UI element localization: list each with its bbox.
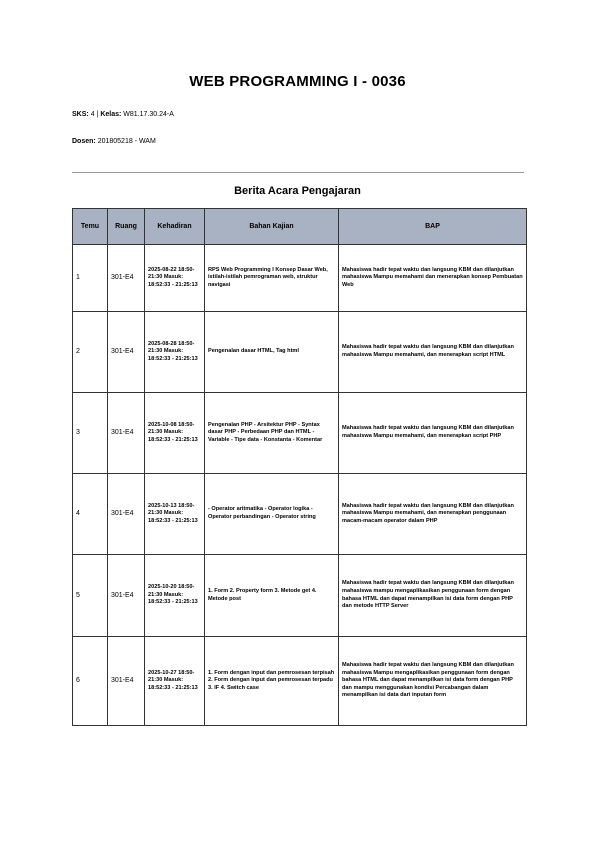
divider [72,172,524,173]
cell-kehadiran: 2025-10-08 18:50-21:30 Masuk: 18:52:33 - 21:25:13 [145,393,205,474]
cell-kehadiran: 2025-10-27 18:50-21:30 Masuk: 18:52:33 - 21:25:13 [145,637,205,726]
cell-ruang: 301-E4 [108,637,145,726]
kelas-value: W81.17.30.24-A [123,111,174,118]
dosen-value: 201805218 - WAM [97,138,156,145]
cell-bahan-kajian: - Operator aritmatika - Operator logika - Operator perbandingan - Operator string [205,474,339,555]
header-ruang: Ruang [108,209,145,245]
dosen-label: Dosen: [72,138,96,145]
meta-separator: | [96,111,99,118]
sks-label: SKS: [72,111,89,118]
cell-kehadiran: 2025-10-20 18:50-21:30 Masuk: 18:52:33 - 21:25:13 [145,555,205,637]
page-title: WEB PROGRAMMING I - 0036 [189,73,406,90]
cell-bahan-kajian: RPS Web Programming I Konsep Dasar Web, istilah-istilah pemrograman web, struktur navigasi [205,245,339,312]
cell-temu: 2 [73,312,108,393]
attendance-table [72,208,527,726]
cell-bap: Mahasiswa hadir tepat waktu dan langsung KBM dan dilanjutkan mahasiswa Mampu memahami, dan menerapkan script HTML [339,312,527,393]
cell-bap: Mahasiswa hadir tepat waktu dan langsung KBM dan dilanjutkan mahasiswa Mampu memahami, dan menerapkan script PHP [339,393,527,474]
cell-ruang: 301-E4 [108,245,145,312]
cell-bahan-kajian: Pengenalan PHP - Arsitektur PHP - Syntax dasar PHP - Perbedaan PHP dan HTML - Variable - Tipe data - Konstanta - Komentar [205,393,339,474]
sks-value: 4 [90,111,95,118]
cell-ruang: 301-E4 [108,312,145,393]
cell-bap: Mahasiswa hadir tepat waktu dan langsung KBM dan dilanjutkan mahasiswa Mampu memahami, dan menerapkan penggunaan macam-macam operator dalam PHP [339,474,527,555]
cell-temu: 6 [73,637,108,726]
table-row [73,312,527,393]
section-title: Berita Acara Pengajaran [234,185,361,197]
kelas-label: Kelas: [100,111,122,118]
cell-temu: 1 [73,245,108,312]
cell-bahan-kajian: Pengenalan dasar HTML, Tag html [205,312,339,393]
cell-bap: Mahasiswa hadir tepat waktu dan langsung KBM dan dilanjutkan mahasiswa Mampu memahami dan menerapkan konsep Pembuatan Web [339,245,527,312]
cell-temu: 5 [73,555,108,637]
course-meta [72,111,174,118]
table-row [73,245,527,312]
table-row [73,393,527,474]
cell-temu: 3 [73,393,108,474]
cell-temu: 4 [73,474,108,555]
header-bap: BAP [339,209,527,245]
cell-kehadiran: 2025-10-13 18:50-21:30 Masuk: 18:52:33 - 21:25:13 [145,474,205,555]
cell-kehadiran: 2025-08-28 18:50-21:30 Masuk: 18:52:33 - 21:25:13 [145,312,205,393]
cell-bap: Mahasiswa hadir tepat waktu dan langsung KBM dan dilanjutkan mahasiswa mampu mengaplikasikan penggunaan form dengan bahasa HTML dan dapat menampilkan isi data form dengan PHP dan metode HTTP Server [339,555,527,637]
table-row [73,637,527,726]
header-bahan-kajian: Bahan Kajian [205,209,339,245]
cell-ruang: 301-E4 [108,393,145,474]
cell-bahan-kajian: 1. Form dengan input dan pemrosesan terpisah 2. Form dengan input dan pemrosesan terpadu 3. IF 4. Switch case [205,637,339,726]
cell-ruang: 301-E4 [108,555,145,637]
cell-ruang: 301-E4 [108,474,145,555]
cell-kehadiran: 2025-08-22 18:50-21:30 Masuk: 18:52:33 - 21:25:13 [145,245,205,312]
cell-bap: Mahasiswa hadir tepat waktu dan langsung KBM dan dilanjutkan mahasiswa Mampu mengaplikasikan penggunaan form dengan bahasa HTML dan dapat menampilkan isi data form dengan PHP dan mampu menggunakan kondisi Percabangan dalam menampilkan isi data dari inputan form [339,637,527,726]
table-row [73,555,527,637]
table-header-row [73,209,527,245]
table-row [73,474,527,555]
header-kehadiran: Kehadiran [145,209,205,245]
lecturer-meta [72,138,156,145]
cell-bahan-kajian: 1. Form 2. Property form 3. Metode get 4. Metode post [205,555,339,637]
header-temu: Temu [73,209,108,245]
